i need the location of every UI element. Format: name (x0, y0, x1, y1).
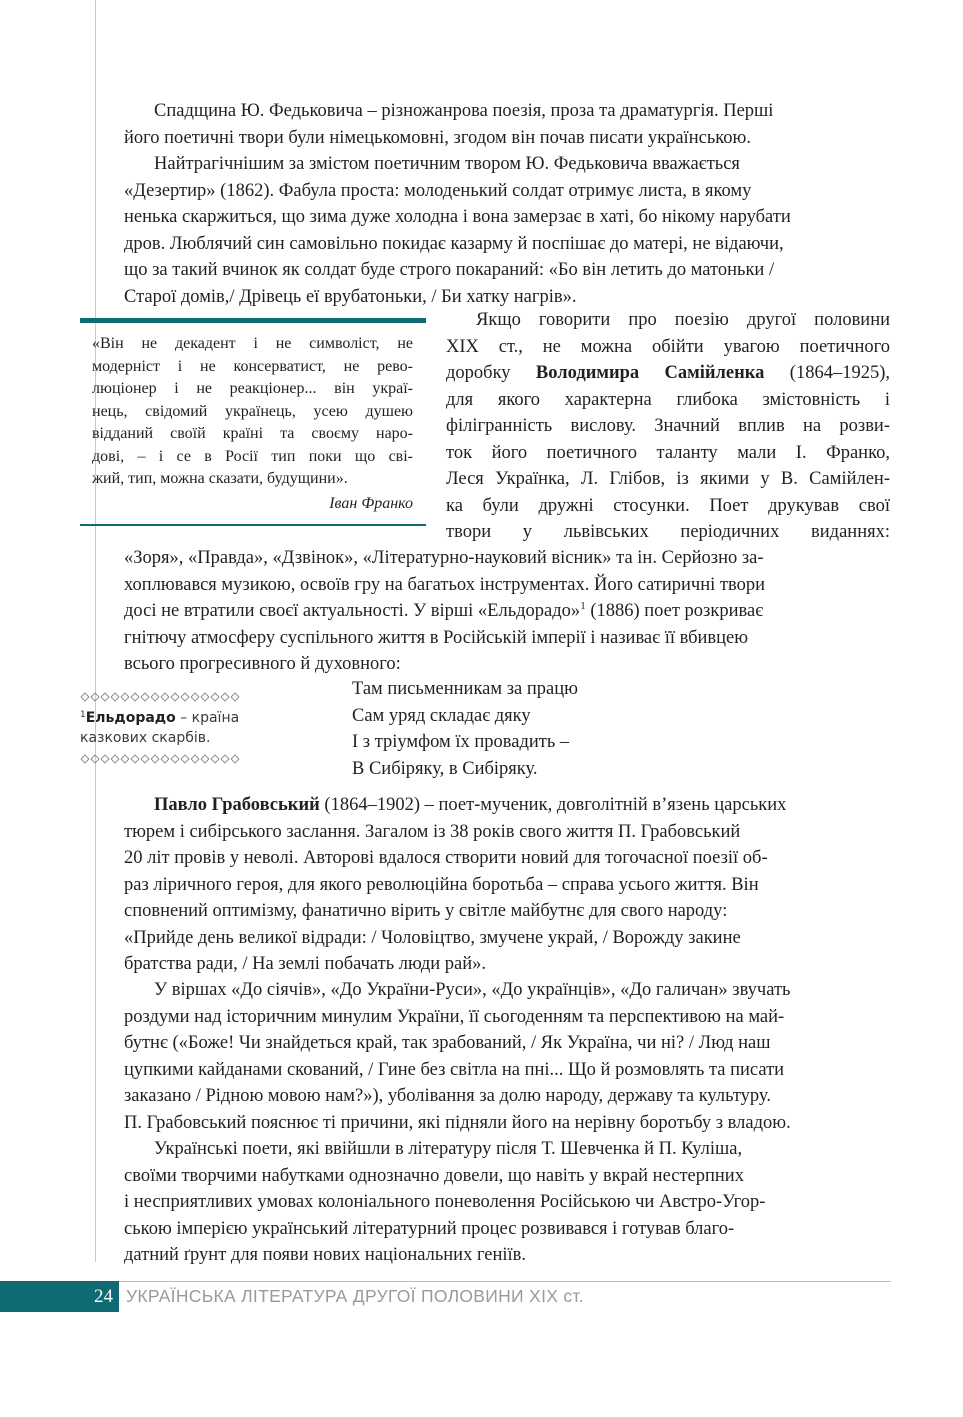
footnote-eldorado: $^1$Ельдорадо – країна казкових скарбів. (80, 710, 240, 746)
paragraph-samiylenko-wide: «Зоря», «Правда», «Дзвінок», «Літературно-науковий вісник» та ін. Серйозно за- хоплювався музикою, освоїв гру на багатьох інструментах. Його сатиричні твори досі не втратили своєї актуальності. У вірші «Ельдорадо»$^1$ (1886) поет розкриває гнітючу атмосферу суспільного життя в Російській імперії і називає її вбивцею всього прогресивного й духовного: (124, 548, 765, 674)
verse-line: І з тріумфом їх провадить – (352, 732, 570, 752)
paragraph-hrabovsky: Павло Грабовський (1864–1902) – поет-мученик, довголітній в’язень царських тюрем і сибірського заслання. Загалом із 38 років свого життя П. Грабовський 20 літ провів у неволі. Авторові вдалося створити новий для тогочасної поезії об- раз ліричного героя, для якого революційна боротьба – справа усього життя. Він сповнений оптимізму, фанатично вірить у світле майбутнє для свого народу: «Прийде день великої відради: / Чоловіцтво, змучене украй, / Ворожду закине братства ради, / На землі побачать люди рай». (124, 795, 787, 974)
paragraph-verses-themes: У віршах «До сіячів», «До України-Руси», «До українців», «До галичан» звучать роздуми над історичним минулим України, її сьогоденням та перспективою на май- бутнє («Боже! Чи знайдеться край, так зрабований, / Як Україна, чи ні? / Люд наш цупкими кайданами скований, / Гине без світла на пні... Що й розмовлять та писати заказано / Рідною мовою нам?»), уболівання за долю народу, державу та культуру. П. Грабовський пояснює ті причини, які підняли його на нерівну боротьбу з владою. (124, 980, 791, 1133)
verse-line: Сам уряд складає дяку (352, 705, 531, 726)
verse-eldorado (352, 676, 578, 782)
paragraph-samiylenko-narrow: Якщо говорити про поезію другої половини XIX ст., не можна обійти увагою поетичного доробку Володимира Самійленка (1864–1925), для якого характерна глибока змістовність і філігранність вислову. Значний вплив на розви- ток його поетичного таланту мали І. Франко, Леся Українка, Л. Глібов, із якими у В. Самійлен- ка були дружні стосунки. Поет друкував свої твори у львівських періодичних виданнях: (446, 310, 890, 542)
page-number: 24 (0, 1281, 119, 1312)
margin-rule (95, 0, 96, 1262)
footnote-top-ornament (80, 692, 240, 702)
verse-line: В Сибіряку, в Сибіряку. (352, 758, 538, 779)
paragraph-conclusion: Українські поети, які ввійшли в літературу після Т. Шевченка й П. Куліша, своїми творчими набутками однозначно довели, що навіть у вкрай нестерпних і несприятливих умовах колоніального поневолення Російською чи Австро-Угор- ською імперією український літературний процес розвивався і готував благо- датний ґрунт для появи нових національних геніїв. (124, 1139, 766, 1265)
quote-author: Іван Франко (329, 495, 413, 512)
quote-top-bar (80, 318, 426, 323)
running-title: УКРАЇНСЬКА ЛІТЕРАТУРА ДРУГОЇ ПОЛОВИНИ XIX ст. (126, 1286, 584, 1306)
paragraph-dezertyr: Найтрагічнішим за змістом поетичним твором Ю. Федьковича вважається «Дезертир» (1862). Фабула проста: молоденький солдат отримує листа, в якому ненька скаржиться, що зима дуже холодна і вона замерзає в хаті, бо нікому нарубати дров. Люблячий син самовільно покидає казарму й поспішає до матері, не відаючи, що за такий вчинок як солдат буде строго покараний: «Бо він летить до матоньки / Старої домів,/ Дрівець еї врубатоньки, / Би хатку нагрів». (124, 154, 791, 307)
paragraph-fedkovych-legacy: Спадщина Ю. Федьковича – різножанрова поезія, проза та драматургія. Перші його поетичні твори були німецькомовні, згодом він почав писати українською. (124, 101, 774, 148)
footnote-bottom-ornament (80, 754, 240, 764)
quote-bottom-rule (80, 524, 426, 526)
poet-name-hrabovsky: Павло Грабовський (154, 795, 320, 815)
verse-line: Там письменникам за працю (352, 679, 578, 699)
footnote-term: Ельдорадо (85, 710, 176, 726)
footnote-mark: 1 (580, 600, 586, 612)
franko-quote: «Він не декадент і не символіст, не модерніст і не консерватист, не рево- люціонер і не реакціонер... він украї- нець, свідомий українець, усею душею відданий своїй країні та своєму наро- дові, – і се в Росії тип поки що сві- жий, тип, можна сказати, будущини». (92, 335, 413, 487)
poet-name-samiylenko: Володимира Самійленка (535, 363, 765, 383)
